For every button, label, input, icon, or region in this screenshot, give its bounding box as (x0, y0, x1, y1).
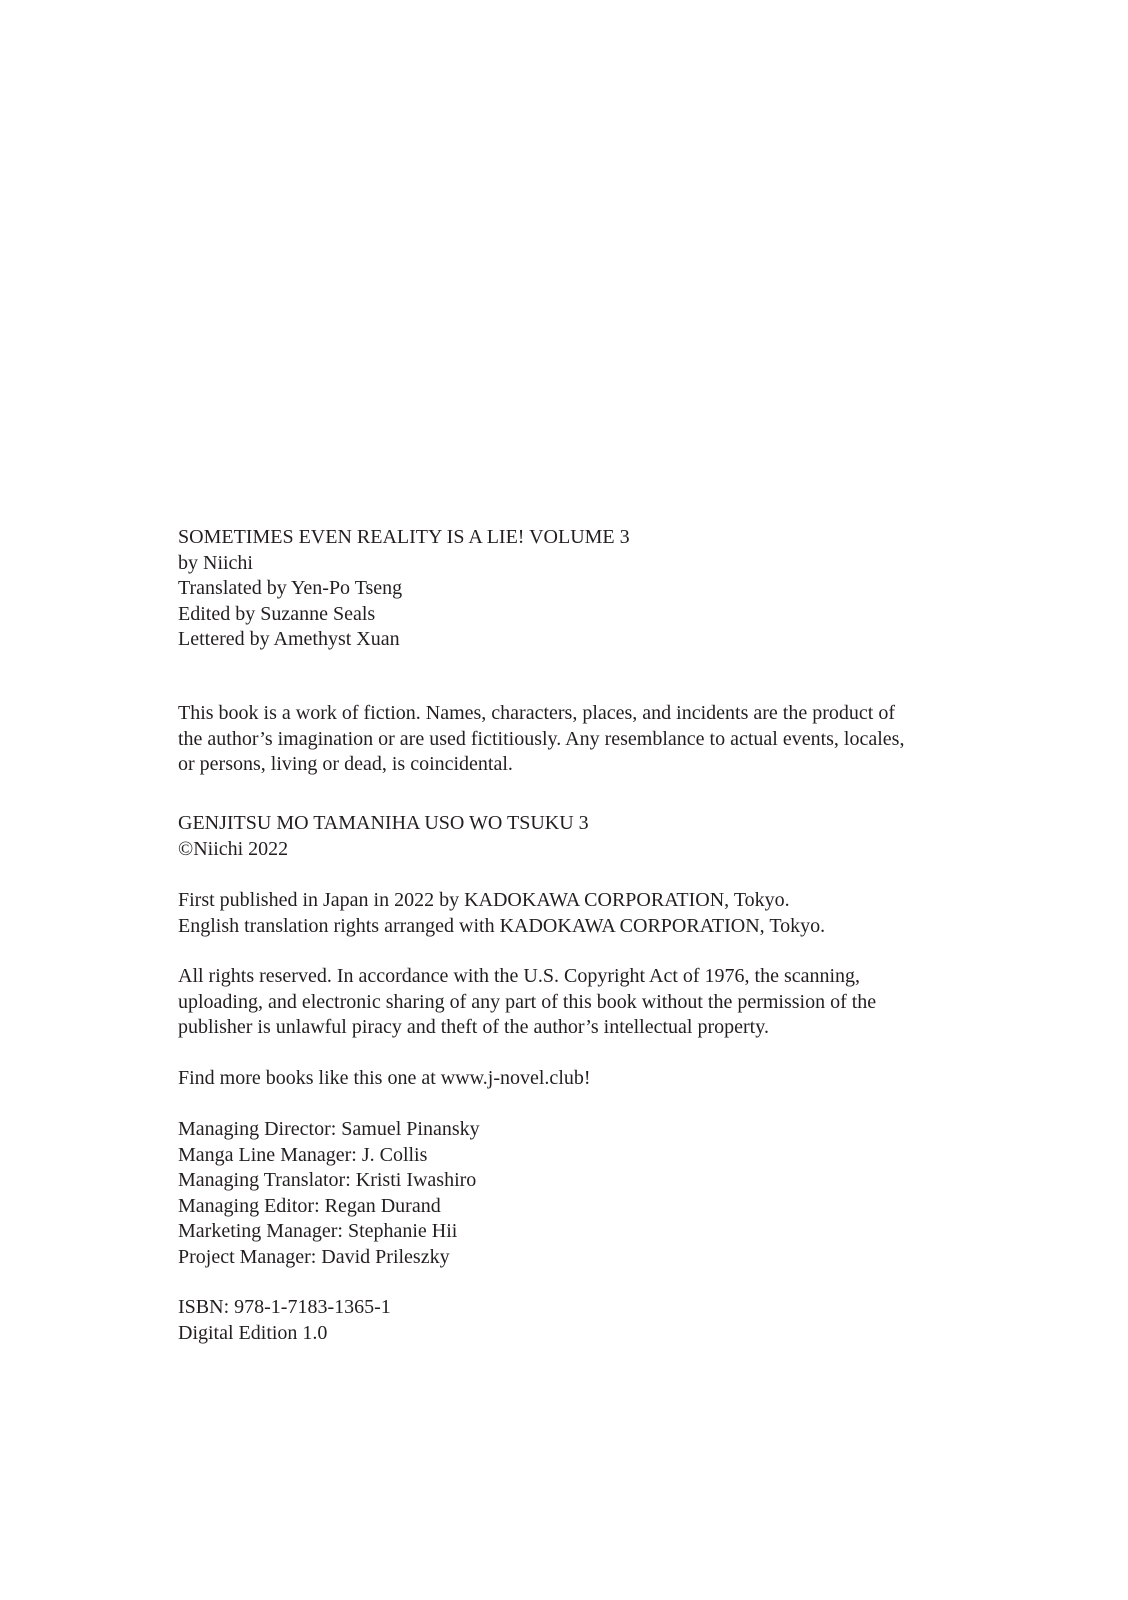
staff-item: Managing Director: Samuel Pinansky (178, 1118, 480, 1140)
credits-block (178, 525, 968, 653)
staff-item: Marketing Manager: Stephanie Hii (178, 1220, 458, 1242)
rights-line: All rights reserved. In accordance with the U.S. Copyright Act of 1976, the scanning, (178, 965, 861, 987)
more-books-line (178, 1066, 968, 1092)
rights-line: uploading, and electronic sharing of any part of this book without the permission of the (178, 990, 877, 1013)
digital-edition: Digital Edition 1.0 (178, 1321, 328, 1344)
original-copyright: ©Niichi 2022 (178, 837, 289, 860)
staff-item: Managing Editor: Regan Durand (178, 1194, 441, 1217)
original-title: GENJITSU MO TAMANIHA USO WO TSUKU 3 (178, 812, 589, 834)
disclaimer-line: This book is a work of fiction. Names, characters, places, and incidents are the product of (178, 702, 895, 724)
letterer-credit: Lettered by Amethyst Xuan (178, 628, 400, 650)
publication-info (178, 888, 968, 939)
staff-item: Project Manager: David Prileszky (178, 1245, 450, 1268)
rights-line: publisher is unlawful piracy and theft of the author’s intellectual property. (178, 1016, 769, 1038)
fiction-disclaimer (178, 701, 968, 778)
staff-item: Manga Line Manager: J. Collis (178, 1143, 428, 1166)
rights-notice (178, 964, 968, 1041)
translator-credit: Translated by Yen-Po Tseng (178, 577, 403, 599)
edition-info (178, 1295, 968, 1346)
staff-item: Managing Translator: Kristi Iwashiro (178, 1169, 477, 1191)
book-title: SOMETIMES EVEN REALITY IS A LIE! VOLUME 3 (178, 526, 630, 548)
author-credit: by Niichi (178, 551, 253, 574)
editor-credit: Edited by Suzanne Seals (178, 602, 376, 625)
translation-rights-line: English translation rights arranged with KADOKAWA CORPORATION, Tokyo. (178, 914, 826, 937)
first-published-line: First published in Japan in 2022 by KADOKAWA CORPORATION, Tokyo. (178, 889, 790, 911)
disclaimer-line: or persons, living or dead, is coincidental. (178, 753, 513, 775)
staff-list (178, 1117, 968, 1270)
original-title-block (178, 811, 968, 862)
isbn: ISBN: 978-1-7183-1365-1 (178, 1296, 391, 1318)
disclaimer-line: the author’s imagination or are used fictitiously. Any resemblance to actual events, locales, (178, 727, 905, 750)
more-books-text: Find more books like this one at www.j-novel.club! (178, 1067, 591, 1089)
